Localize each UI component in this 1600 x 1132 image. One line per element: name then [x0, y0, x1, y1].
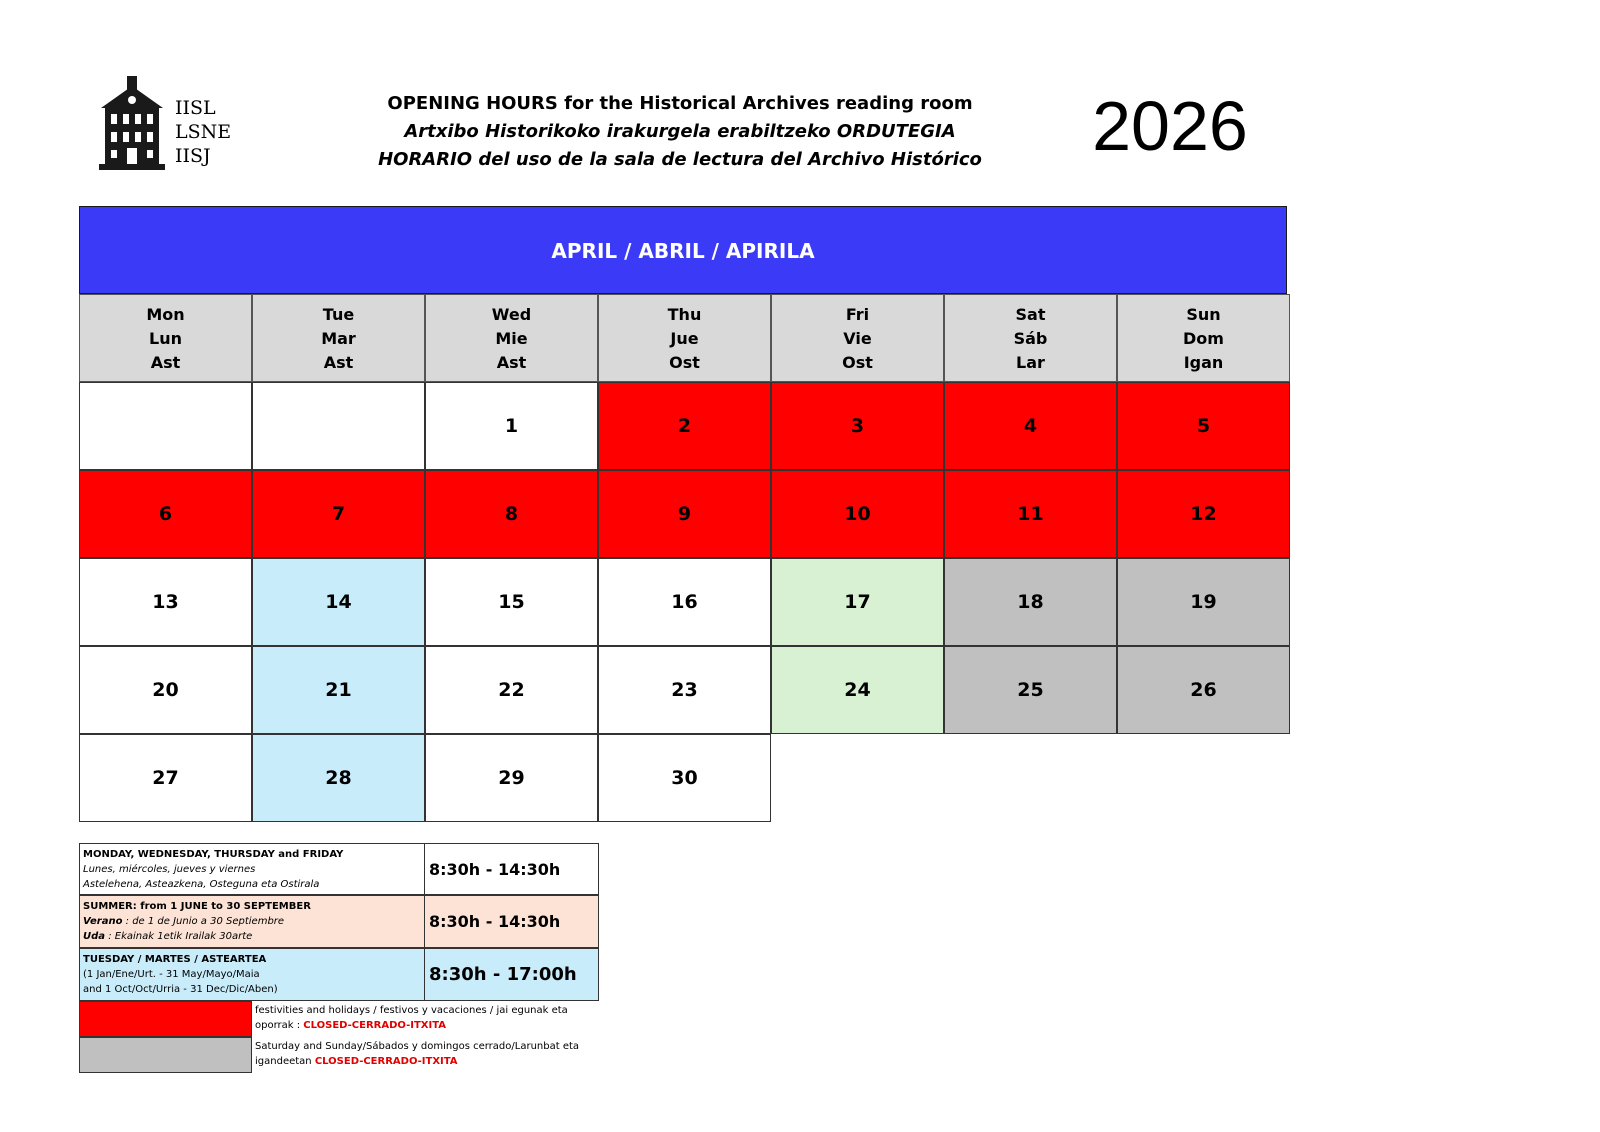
weekday-label: Sáb: [1013, 329, 1048, 348]
legend-description: [79, 948, 425, 1001]
holiday-legend-text: [255, 1003, 585, 1033]
weekday-label: Ast: [496, 353, 527, 372]
day-cell: 26: [1117, 646, 1290, 734]
weekday-label: Mar: [321, 329, 356, 348]
legend-line: MONDAY, WEDNESDAY, THURSDAY and FRIDAY: [83, 849, 344, 860]
title-spanish: HORARIO del uso de la sala de lectura del Archivo Histórico: [378, 149, 982, 170]
legend-line: [83, 914, 421, 929]
weekday-label: Tue: [322, 305, 355, 324]
weekday-label: Ost: [669, 353, 700, 372]
legend-description: [79, 843, 425, 895]
weekday-label: Lar: [1016, 353, 1045, 372]
weekend-description: Saturday and Sunday/Sábados y domingos cerrado/Larunbat eta igandeetan: [255, 1041, 580, 1067]
legend-row-weekdays: [79, 843, 599, 895]
day-cell: 20: [79, 646, 252, 734]
calendar-grid: [79, 382, 1287, 822]
day-cell: 3: [771, 382, 944, 470]
day-cell: 6: [79, 470, 252, 558]
weekday-label: Sun: [1186, 305, 1221, 324]
holiday-closed-label: CLOSED-CERRADO-ITXITA: [303, 1020, 447, 1031]
legend-description: [79, 895, 425, 948]
day-cell: 25: [944, 646, 1117, 734]
day-cell: 17: [771, 558, 944, 646]
weekday-label: Igan: [1183, 353, 1224, 372]
weekday-label: Mon: [146, 305, 185, 324]
weekday-label: Vie: [843, 329, 872, 348]
day-cell: 7: [252, 470, 425, 558]
weekday-header: [944, 294, 1117, 382]
title-english: OPENING HOURS for the Historical Archives reading room: [387, 93, 973, 114]
weekday-label: Mie: [495, 329, 528, 348]
day-cell: 2: [598, 382, 771, 470]
weekday-label: Ast: [323, 353, 354, 372]
weekday-label: Ost: [842, 353, 873, 372]
legend-hours: 8:30h - 14:30h: [425, 843, 599, 895]
logo-text: IISL LSNE IISJ: [175, 97, 232, 167]
day-cell: 24: [771, 646, 944, 734]
day-cell: 23: [598, 646, 771, 734]
day-cell: 28: [252, 734, 425, 822]
legend-row-summer: [79, 895, 599, 948]
day-cell: 13: [79, 558, 252, 646]
day-cell: 11: [944, 470, 1117, 558]
legend-line: SUMMER: from 1 JUNE to 30 SEPTEMBER: [83, 901, 311, 912]
weekday-label: Lun: [149, 329, 182, 348]
day-cell: 14: [252, 558, 425, 646]
legend-line: Astelehena, Asteazkena, Osteguna eta Ostirala: [83, 879, 320, 890]
legend-line: TUESDAY / MARTES / ASTEARTEA: [83, 954, 267, 965]
legend-hours: 8:30h - 14:30h: [425, 895, 599, 948]
legend-label: Uda: [83, 931, 106, 942]
legend-row-tuesday: [79, 948, 599, 1001]
day-cell: 5: [1117, 382, 1290, 470]
weekday-label: Ast: [150, 353, 181, 372]
weekday-header: [1117, 294, 1290, 382]
day-cell: 18: [944, 558, 1117, 646]
day-cell: 21: [252, 646, 425, 734]
day-cell: 8: [425, 470, 598, 558]
holiday-swatch: [79, 1001, 252, 1037]
weekday-header: [252, 294, 425, 382]
month-header: APRIL / ABRIL / APIRILA: [79, 206, 1287, 294]
legend-line: and 1 Oct/Oct/Urria - 31 Dec/Dic/Aben): [83, 984, 278, 995]
weekday-label: Jue: [670, 329, 699, 348]
legend-text: : de 1 de Junio a 30 Septiembre: [122, 916, 285, 927]
weekend-closed-label: CLOSED-CERRADO-ITXITA: [314, 1056, 458, 1067]
day-cell: 4: [944, 382, 1117, 470]
legend-hours: 8:30h - 17:00h: [425, 948, 599, 1001]
weekday-label: Wed: [491, 305, 532, 324]
day-cell: 12: [1117, 470, 1290, 558]
day-cell: 22: [425, 646, 598, 734]
day-cell: 10: [771, 470, 944, 558]
legend-text: : Ekainak 1etik Irailak 30arte: [105, 931, 253, 942]
day-cell: 16: [598, 558, 771, 646]
weekday-header: [598, 294, 771, 382]
legend-label: Verano: [83, 916, 123, 927]
weekend-swatch: [79, 1037, 252, 1073]
legend-line: [83, 929, 421, 944]
institute-logo: [97, 76, 237, 174]
weekday-header: [425, 294, 598, 382]
legend-line: (1 Jan/Ene/Urt. - 31 May/Mayo/Maia: [83, 969, 260, 980]
day-cell: 15: [425, 558, 598, 646]
building-icon: [97, 76, 167, 172]
legend-line: Lunes, miércoles, jueves y viernes: [83, 864, 256, 875]
empty-day-cell: [79, 382, 252, 470]
weekday-label: Thu: [667, 305, 702, 324]
day-cell: 9: [598, 470, 771, 558]
day-cell: 27: [79, 734, 252, 822]
weekday-label: Dom: [1183, 329, 1224, 348]
weekend-legend-text: [255, 1039, 585, 1069]
title-basque: Artxibo Historikoko irakurgela erabiltzeko ORDUTEGIA: [404, 121, 956, 142]
day-cell: 30: [598, 734, 771, 822]
day-cell: 1: [425, 382, 598, 470]
day-cell: 29: [425, 734, 598, 822]
year-label: 2026: [1092, 87, 1248, 165]
day-cell: 19: [1117, 558, 1290, 646]
empty-day-cell: [252, 382, 425, 470]
weekday-label: Fri: [845, 305, 870, 324]
holiday-description: festivities and holidays / festivos y vacaciones / jai egunak eta oporrak :: [255, 1005, 568, 1031]
weekday-header: [79, 294, 252, 382]
document-titles: [360, 90, 1000, 174]
weekday-header-row: [79, 294, 1287, 382]
weekday-label: Sat: [1015, 305, 1046, 324]
weekday-header: [771, 294, 944, 382]
